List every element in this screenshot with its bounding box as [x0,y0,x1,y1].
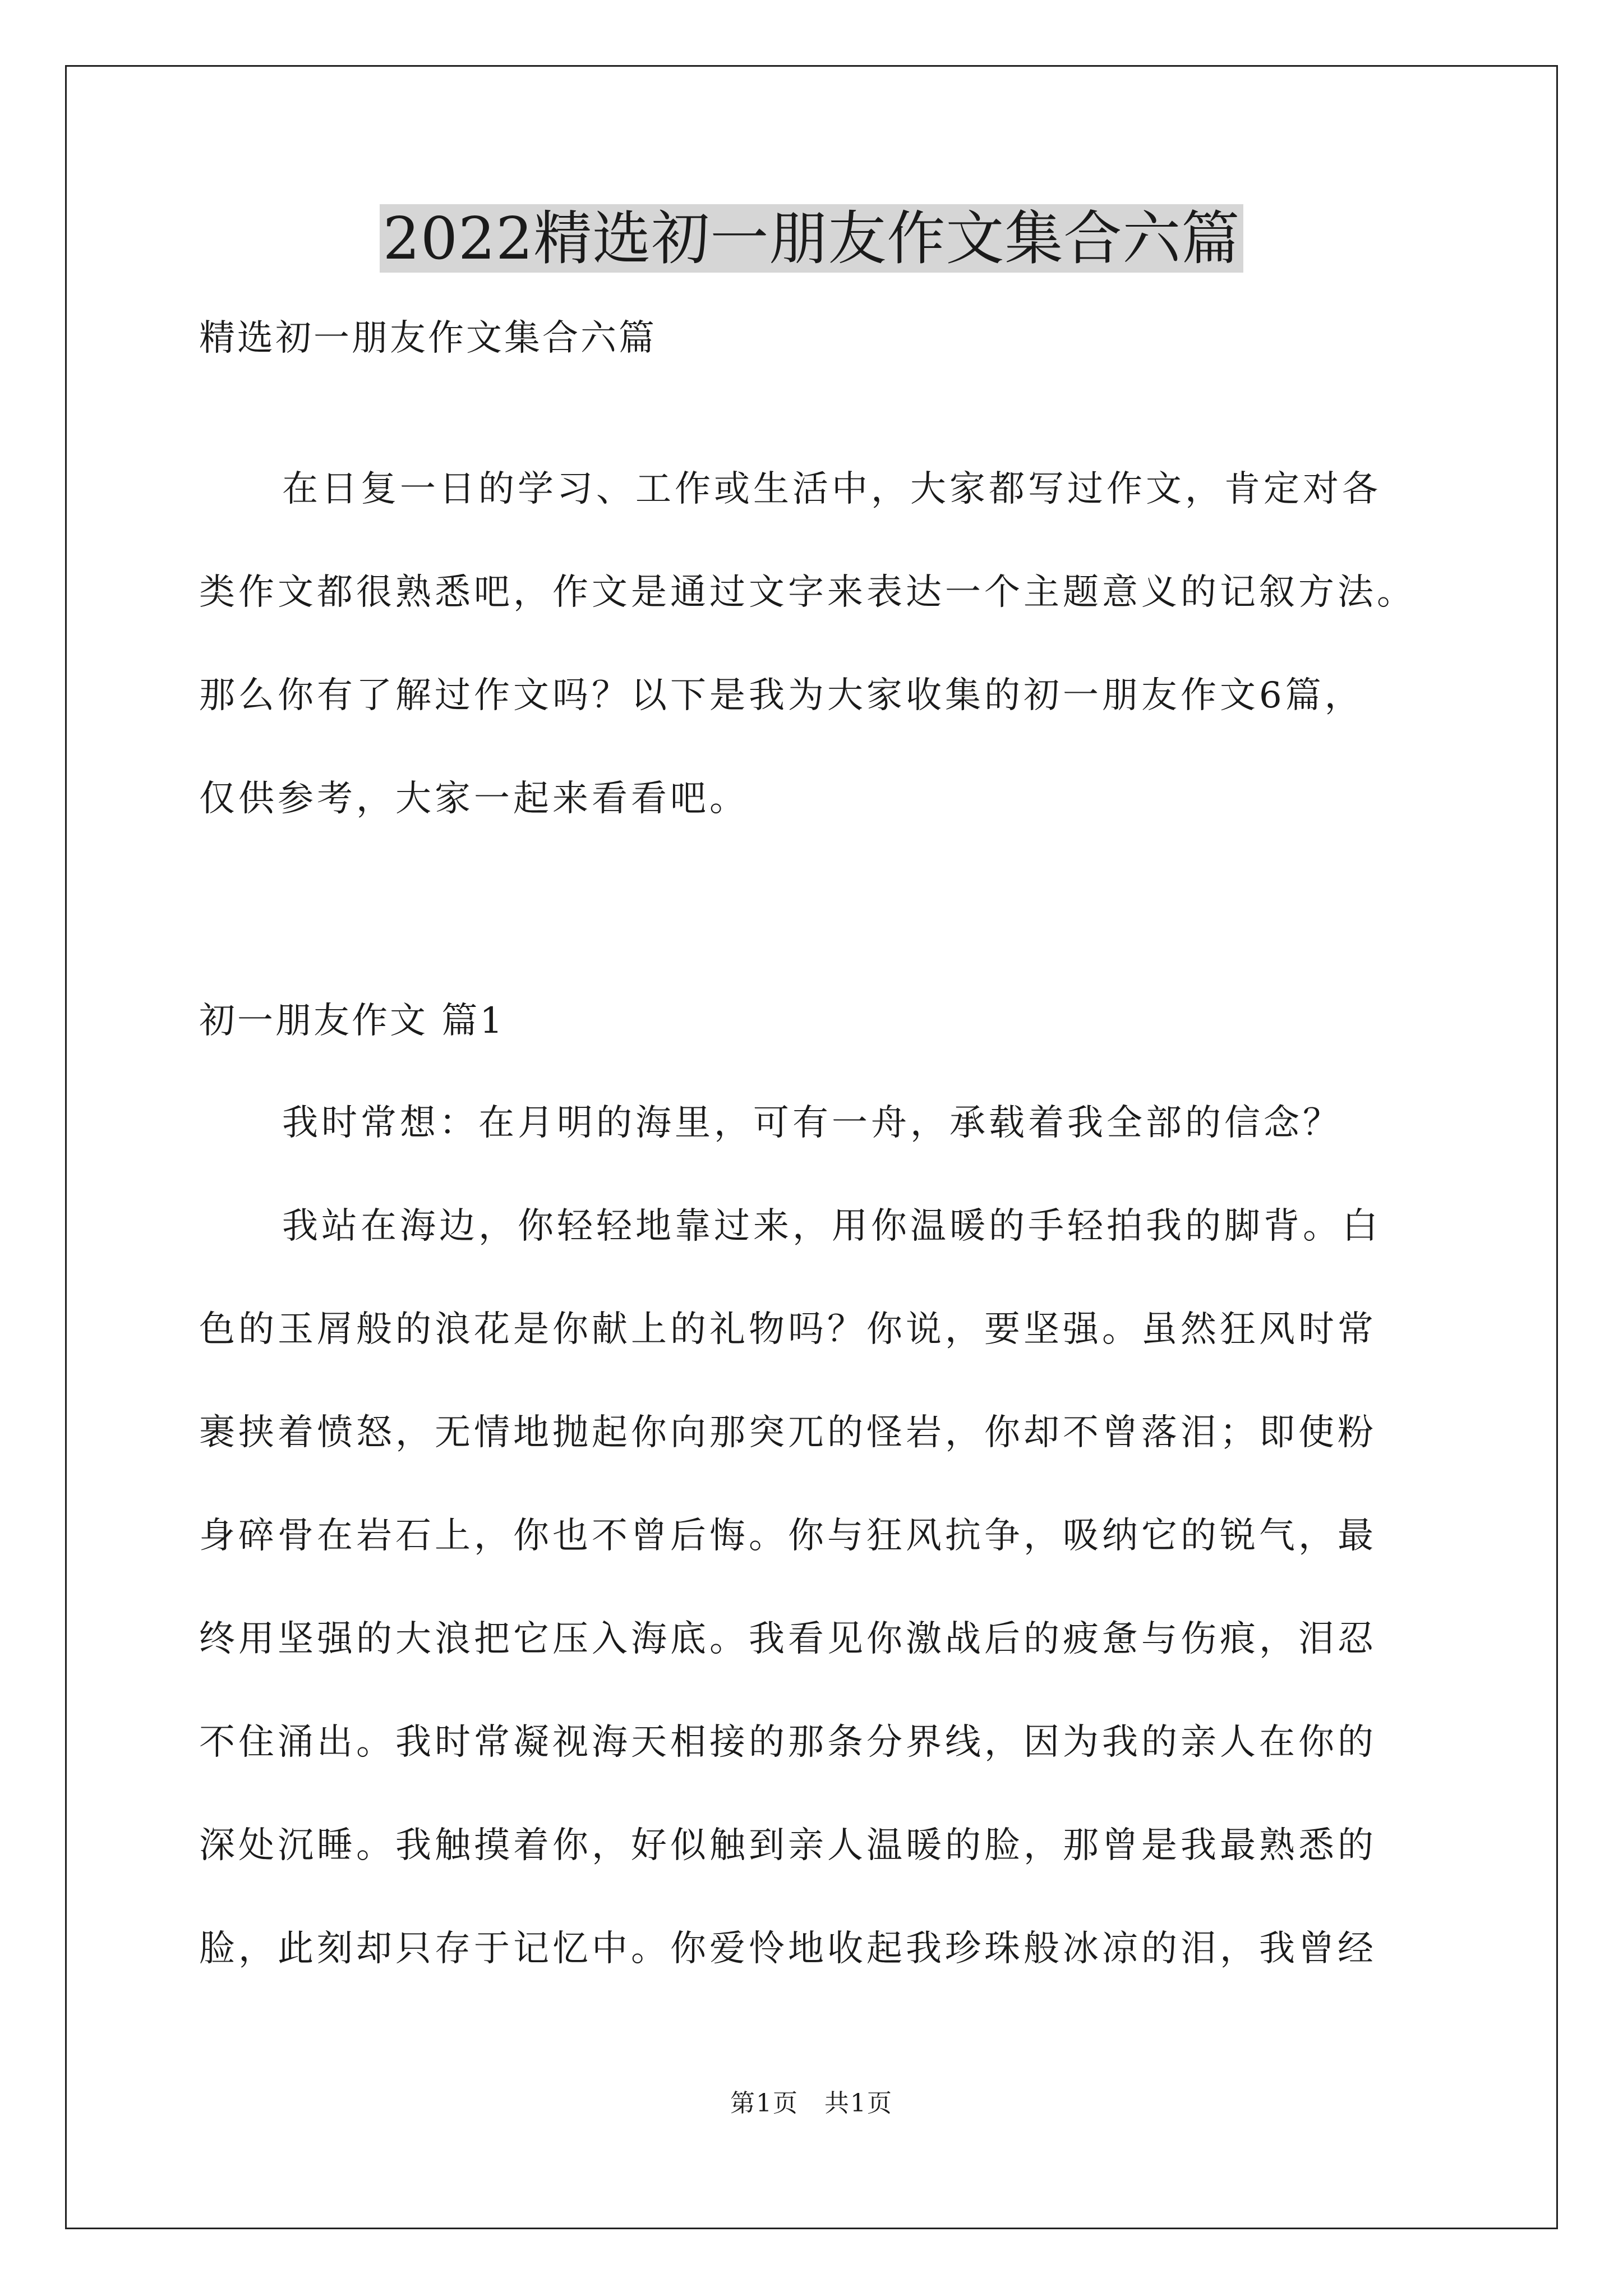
body-line: 身碎骨在岩石上，你也不曾后悔。你与狂风抗争，吸纳它的锐气，最 [199,1515,1377,1557]
intro-line: 类作文都很熟悉吧，作文是通过文字来表达一个主题意义的记叙方法。 [199,572,1416,613]
lead-line: 我时常想：在月明的海里，可有一舟，承载着我全部的信念？ [282,1102,1342,1144]
intro-line: 仅供参考，大家一起来看看吧。 [199,778,749,820]
body-line: 裹挟着愤怒，无情地抛起你向那突兀的怪岩，你却不曾落泪；即使粉 [199,1412,1377,1453]
document-subtitle: 精选初一朋友作文集合六篇 [199,318,657,359]
page-footer: 第1页 共1页 [730,2089,893,2118]
intro-paragraph [199,438,1438,850]
body-line: 我站在海边，你轻轻地靠过来，用你温暖的手轻拍我的脚背。白 [282,1205,1381,1247]
intro-line: 在日复一日的学习、工作或生活中，大家都写过作文，肯定对各 [282,468,1381,510]
body-line: 脸，此刻却只存于记忆中。你爱怜地收起我珍珠般冰凉的泪，我曾经 [199,1928,1377,1970]
body-line: 色的玉屑般的浪花是你献上的礼物吗？你说，要坚强。虽然狂风时常 [199,1309,1377,1350]
document-title-text: 2022精选初一朋友作文集合六篇 [380,204,1244,273]
body-line: 不住涌出。我时常凝视海天相接的那条分界线，因为我的亲人在你的 [199,1722,1377,1763]
section-heading: 初一朋友作文 篇1 [199,1000,505,1042]
body-line: 深处沉睡。我触摸着你，好似触到亲人温暖的脸，那曾是我最熟悉的 [199,1825,1377,1866]
lead-paragraph [199,1071,1438,1175]
body-line: 终用坚强的大浪把它压入海底。我看见你激战后的疲惫与伤痕，泪忍 [199,1618,1377,1660]
body-paragraph [199,1175,1438,2000]
intro-line: 那么你有了解过作文吗？以下是我为大家收集的初一朋友作文6篇， [199,675,1364,716]
document-title [0,199,1623,278]
